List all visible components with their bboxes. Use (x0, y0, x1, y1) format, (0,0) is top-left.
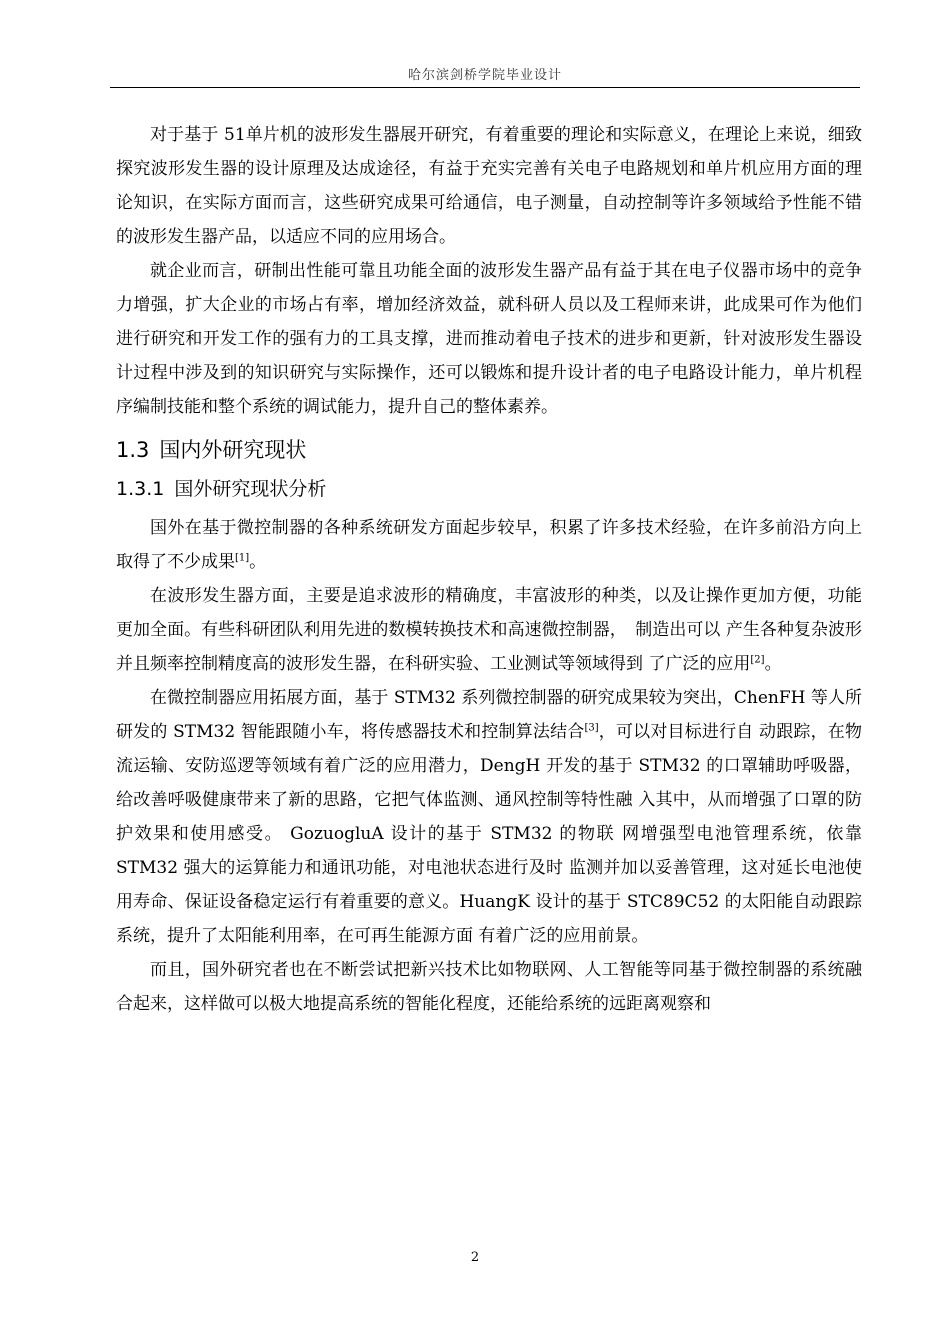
citation-ref: [2] (750, 654, 765, 666)
section-number: 1.3 (116, 438, 150, 462)
paragraph-microcontroller-applications (116, 681, 862, 953)
subsection-heading (116, 476, 862, 502)
section-title: 国内外研究现状 (159, 438, 307, 462)
paragraph-end: 。 (249, 552, 267, 572)
section-heading (116, 436, 862, 464)
header-divider (110, 87, 860, 88)
document-body (116, 118, 862, 1021)
paragraph-emerging-technologies: 而且，国外研究者也在不断尝试把新兴技术比如物联网、人工智能等同基于微控制器的系统融合起来，这样做可以极大地提高系统的智能化程度，还能给系统的远距离观察和 (116, 960, 862, 1014)
subsection-number: 1.3.1 (116, 478, 165, 500)
paragraph-research-significance: 对于基于 51单片机的波形发生器展开研究，有着重要的理论和实际意义，在理论上来说，细致探究波形发生器的设计原理及达成途径，有益于充实完善有关电子电路规划和单片机应用方面的理论知识，在实际方面而言，这些研究成果可给通信，电子测量，自动控制等许多领域给予性能不错的波形发生器产品，以适应不同的应用场合。 (116, 125, 862, 247)
paragraph-text: 在波形发生器方面，主要是追求波形的精确度，丰富波形的种类，以及让操作更加方便，功能更加全面。有些科研团队利用先进的数模转换技术和高速微控制器， 制造出可以 产生各种复杂波形并且频率控制精度高的波形发生器，在科研实验、工业测试等领域得到 了广泛的应用 (116, 586, 862, 674)
paragraph-enterprise-value: 就企业而言，研制出性能可靠且功能全面的波形发生器产品有益于其在电子仪器市场中的竞争力增强，扩大企业的市场占有率，增加经济效益，就科研人员以及工程师来讲，此成果可作为他们进行研究和开发工作的强有力的工具支撑，进而推动着电子技术的进步和更新，针对波形发生器设计过程中涉及到的知识研究与实际操作，还可以锻炼和提升设计者的电子电路设计能力，单片机程序编制技能和整个系统的调试能力，提升自己的整体素养。 (116, 261, 862, 417)
subsection-title: 国外研究现状分析 (174, 478, 327, 500)
paragraph-text: 国外在基于微控制器的各种系统研发方面起步较早，积累了许多技术经验，在许多前沿方向上取得了不少成果 (116, 518, 862, 572)
page-header: 哈尔滨剑桥学院毕业设计 (407, 68, 562, 83)
paragraph-foreign-overview (116, 511, 862, 579)
paragraph-end: 。 (764, 654, 782, 674)
citation-ref: [1] (235, 552, 250, 564)
paragraph-text: 在微控制器应用拓展方面，基于 STM32 系列微控制器的研究成果较为突出，ChenFH 等人所研发的 STM32 智能跟随小车，将传感器技术和控制算法结合 (116, 688, 862, 742)
citation-ref: [3] (584, 722, 599, 734)
paragraph-text-continued: ，可以对目标进行自 动跟踪，在物流运输、安防巡逻等领域有着广泛的应用潜力，DengH 开发的基于 STM32 的口罩辅助呼吸器，给改善呼吸健康带来了新的思路，它把气体监测、通风控制等特性融 入其中，从而增强了口罩的防护效果和使用感受。 GozuogluA 设计的基于 STM32 的物联 网增强型电池管理系统，依靠 STM32 强大的运算能力和通讯功能，对电池状态进行及时 监测并加以妥善管理，这对延长电池使用寿命、保证设备稳定运行有着重要的意义。HuangK 设计的基于 STC89C52 的太阳能自动跟踪系统，提升了太阳能利用率，在可再生能源方面 有着广泛的应用前景。 (116, 722, 862, 946)
page-number: 2 (470, 1250, 480, 1265)
paragraph-waveform-generators (116, 579, 862, 681)
